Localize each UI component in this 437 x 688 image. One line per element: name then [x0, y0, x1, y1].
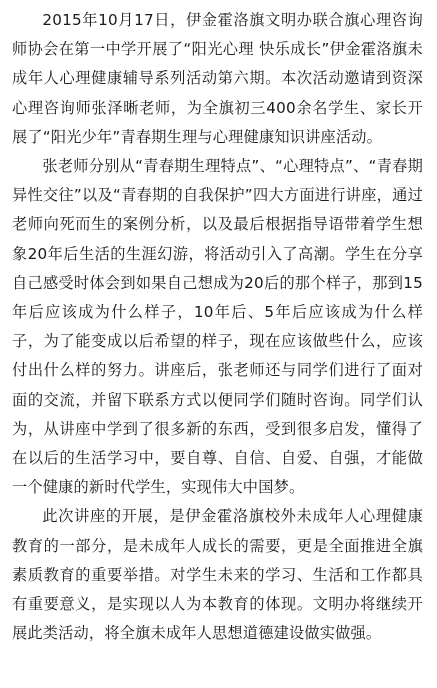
paragraph-significance: 此次讲座的开展，是伊金霍洛旗校外未成年人心理健康教育的一部分，是未成年人成长的需要，更是全面推进全旗素质教育的重要举措。对学生未来的学习、生活和工作都具有重要意义，是实现以人为本教育的体现。文明办将继续开展此类活动，将全旗未成年人思想道德建设做实做强。 — [12, 507, 423, 643]
paragraph-event-intro: 2015年10月17日，伊金霍洛旗文明办联合旗心理咨询师协会在第一中学开展了“阳光心理 快乐成长”伊金霍洛旗未成年人心理健康辅导系列活动第六期。本次活动邀请到资深心理咨询师张泽晰老师，为全旗初三400余名学生、家长开展了“阳光少年”青春期生理与心理健康知识讲座活动。 — [12, 11, 423, 146]
paragraph-lecture-content: 张老师分别从“青春期生理特点”、“心理特点”、“青春期异性交往”以及“青春期的自我保护”四大方面进行讲座，通过老师向死而生的案例分析，以及最后根据指导语带着学生想象20年后生活的生涯幻游，将活动引入了高潮。学生在分享自己感受时体会到如果自己想成为20后的那个样子，那到15年后应该成为什么样子，10年后、5年后应该成为什么样子，为了能变成以后希望的样子，现在应该做些什么，应该付出什么样的努力。讲座后，张老师还与同学们进行了面对面的交流，并留下联系方式以便同学们随时咨询。同学们认为，从讲座中学到了很多新的东西，受到很多启发，懂得了在以后的生活学习中，要自尊、自信、自爱、自强，才能做一个健康的新时代学生，实现伟大中国梦。 — [12, 157, 423, 497]
